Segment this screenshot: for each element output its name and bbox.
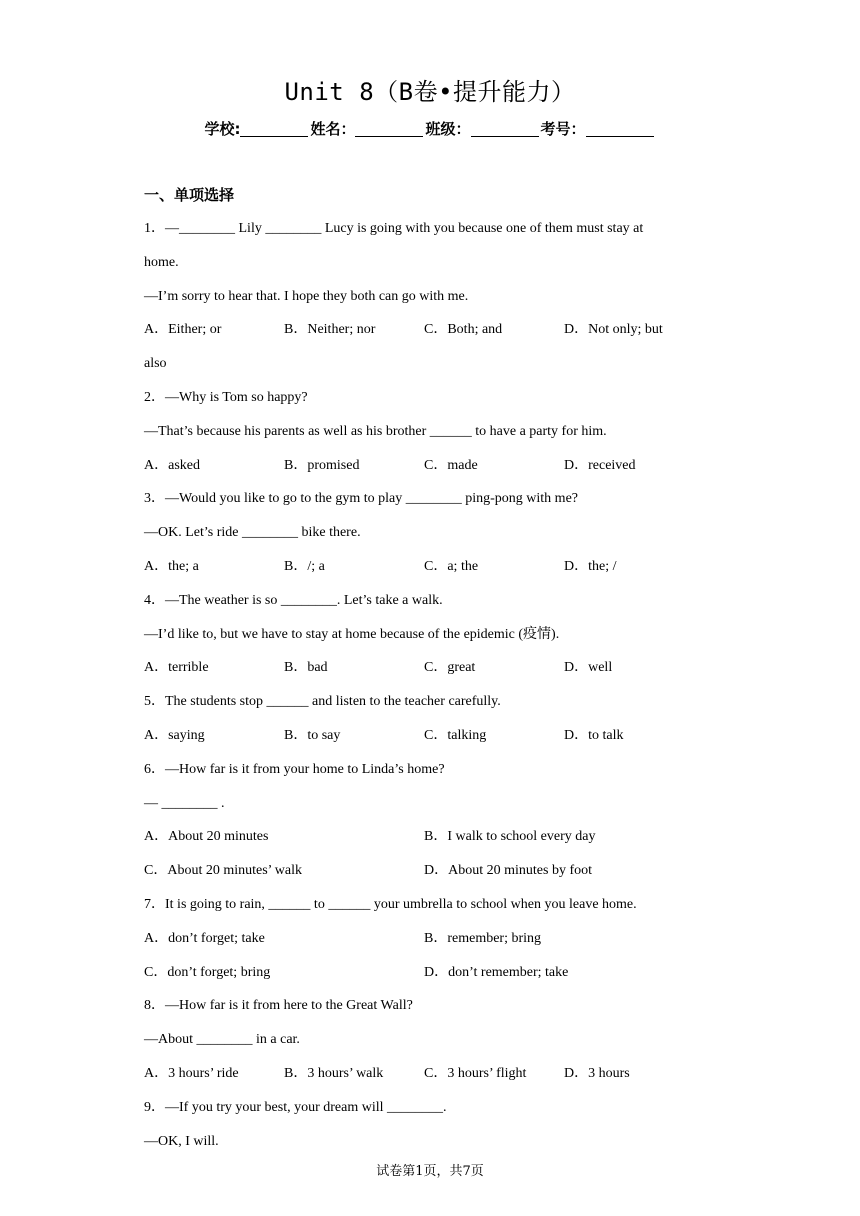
class-label: 班级： (425, 120, 471, 138)
option-a: A．saying (144, 727, 205, 743)
option-b: B．remember; bring (424, 930, 542, 946)
name-label: 姓名： (310, 120, 356, 138)
option-b: B．Neither; nor (284, 322, 376, 338)
option-b: B．to say (284, 727, 341, 743)
option-c: C．About 20 minutes’ walk (144, 863, 303, 879)
option-row (144, 719, 704, 753)
option-row (144, 922, 704, 956)
option-d: D．the; / (564, 558, 617, 574)
option-c: C．talking (424, 727, 487, 743)
page-footer: 试卷第1页，共7页 (376, 1164, 484, 1179)
question-response: —I’m sorry to hear that. I hope they both can go with me. (144, 288, 469, 304)
school-blank (240, 122, 308, 137)
question-stem: 6．—How far is it from your home to Linda’s home? (144, 761, 445, 777)
question-response: —OK. Let’s ride ________ bike there. (144, 525, 361, 541)
option-row (144, 313, 704, 347)
option-b: B．I walk to school every day (424, 829, 596, 845)
page-title: Unit 8（B卷•提升能力） (284, 78, 576, 106)
option-d: D．3 hours (564, 1065, 630, 1081)
option-b: B．bad (284, 660, 328, 676)
question-stem: 5．The students stop ______ and listen to the teacher carefully. (144, 694, 501, 710)
option-d: D．About 20 minutes by foot (424, 863, 592, 879)
option-d: D．Not only; but (564, 322, 663, 338)
school-label: 学校: (204, 120, 241, 138)
option-a: A．About 20 minutes (144, 829, 269, 845)
class-blank (471, 122, 539, 137)
option-row (144, 550, 704, 584)
section-title: 一、单项选择 (144, 186, 235, 204)
name-blank (355, 122, 423, 137)
option-b: B．3 hours’ walk (284, 1065, 384, 1081)
question-stem-continued: home. (144, 254, 179, 270)
question-stem: 1．—________ Lily ________ Lucy is going with you because one of them must stay at (144, 221, 644, 236)
question-list (144, 212, 704, 1158)
option-c: C．a; the (424, 558, 479, 574)
option-a: A．asked (144, 457, 200, 473)
option-a: A．terrible (144, 660, 209, 676)
option-d: D．well (564, 660, 613, 676)
option-b: B．promised (284, 457, 360, 473)
option-d: D．don’t remember; take (424, 964, 569, 980)
option-row (144, 651, 704, 685)
number-label: 考号： (540, 120, 586, 138)
student-info-row (0, 118, 860, 139)
question-response: —About ________ in a car. (144, 1032, 300, 1048)
question-response: —That’s because his parents as well as his brother ______ to have a party for him. (144, 423, 607, 439)
option-d: D．received (564, 457, 636, 473)
option-row (144, 449, 704, 483)
number-blank (586, 122, 654, 137)
option-a: A．3 hours’ ride (144, 1065, 239, 1081)
option-d-continued: also (144, 356, 167, 372)
option-c: C．don’t forget; bring (144, 964, 271, 980)
question-response: —OK, I will. (144, 1133, 219, 1149)
option-row (144, 1057, 704, 1091)
question-stem: 9．—If you try your best, your dream will ________. (144, 1099, 447, 1115)
option-b: B．/; a (284, 558, 325, 574)
question-stem: 8．—How far is it from here to the Great Wall? (144, 998, 413, 1014)
option-row (144, 956, 704, 990)
question-response: — ________ . (144, 795, 225, 811)
option-a: A．don’t forget; take (144, 930, 265, 946)
option-c: C．3 hours’ flight (424, 1065, 527, 1081)
question-stem: 2．—Why is Tom so happy? (144, 389, 308, 405)
question-stem: 4．—The weather is so ________. Let’s take a walk. (144, 592, 443, 608)
option-a: A．the; a (144, 558, 199, 574)
option-c: C．Both; and (424, 322, 503, 338)
option-a: A．Either; or (144, 322, 222, 338)
option-d: D．to talk (564, 727, 624, 743)
question-stem: 3．—Would you like to go to the gym to play ________ ping-pong with me? (144, 491, 578, 507)
option-c: C．great (424, 660, 476, 676)
question-response: —I’d like to, but we have to stay at home because of the epidemic (疫情). (144, 626, 560, 642)
option-c: C．made (424, 457, 478, 473)
option-row (144, 854, 704, 888)
option-row (144, 820, 704, 854)
question-stem: 7．It is going to rain, ______ to ______ your umbrella to school when you leave home. (144, 896, 637, 912)
